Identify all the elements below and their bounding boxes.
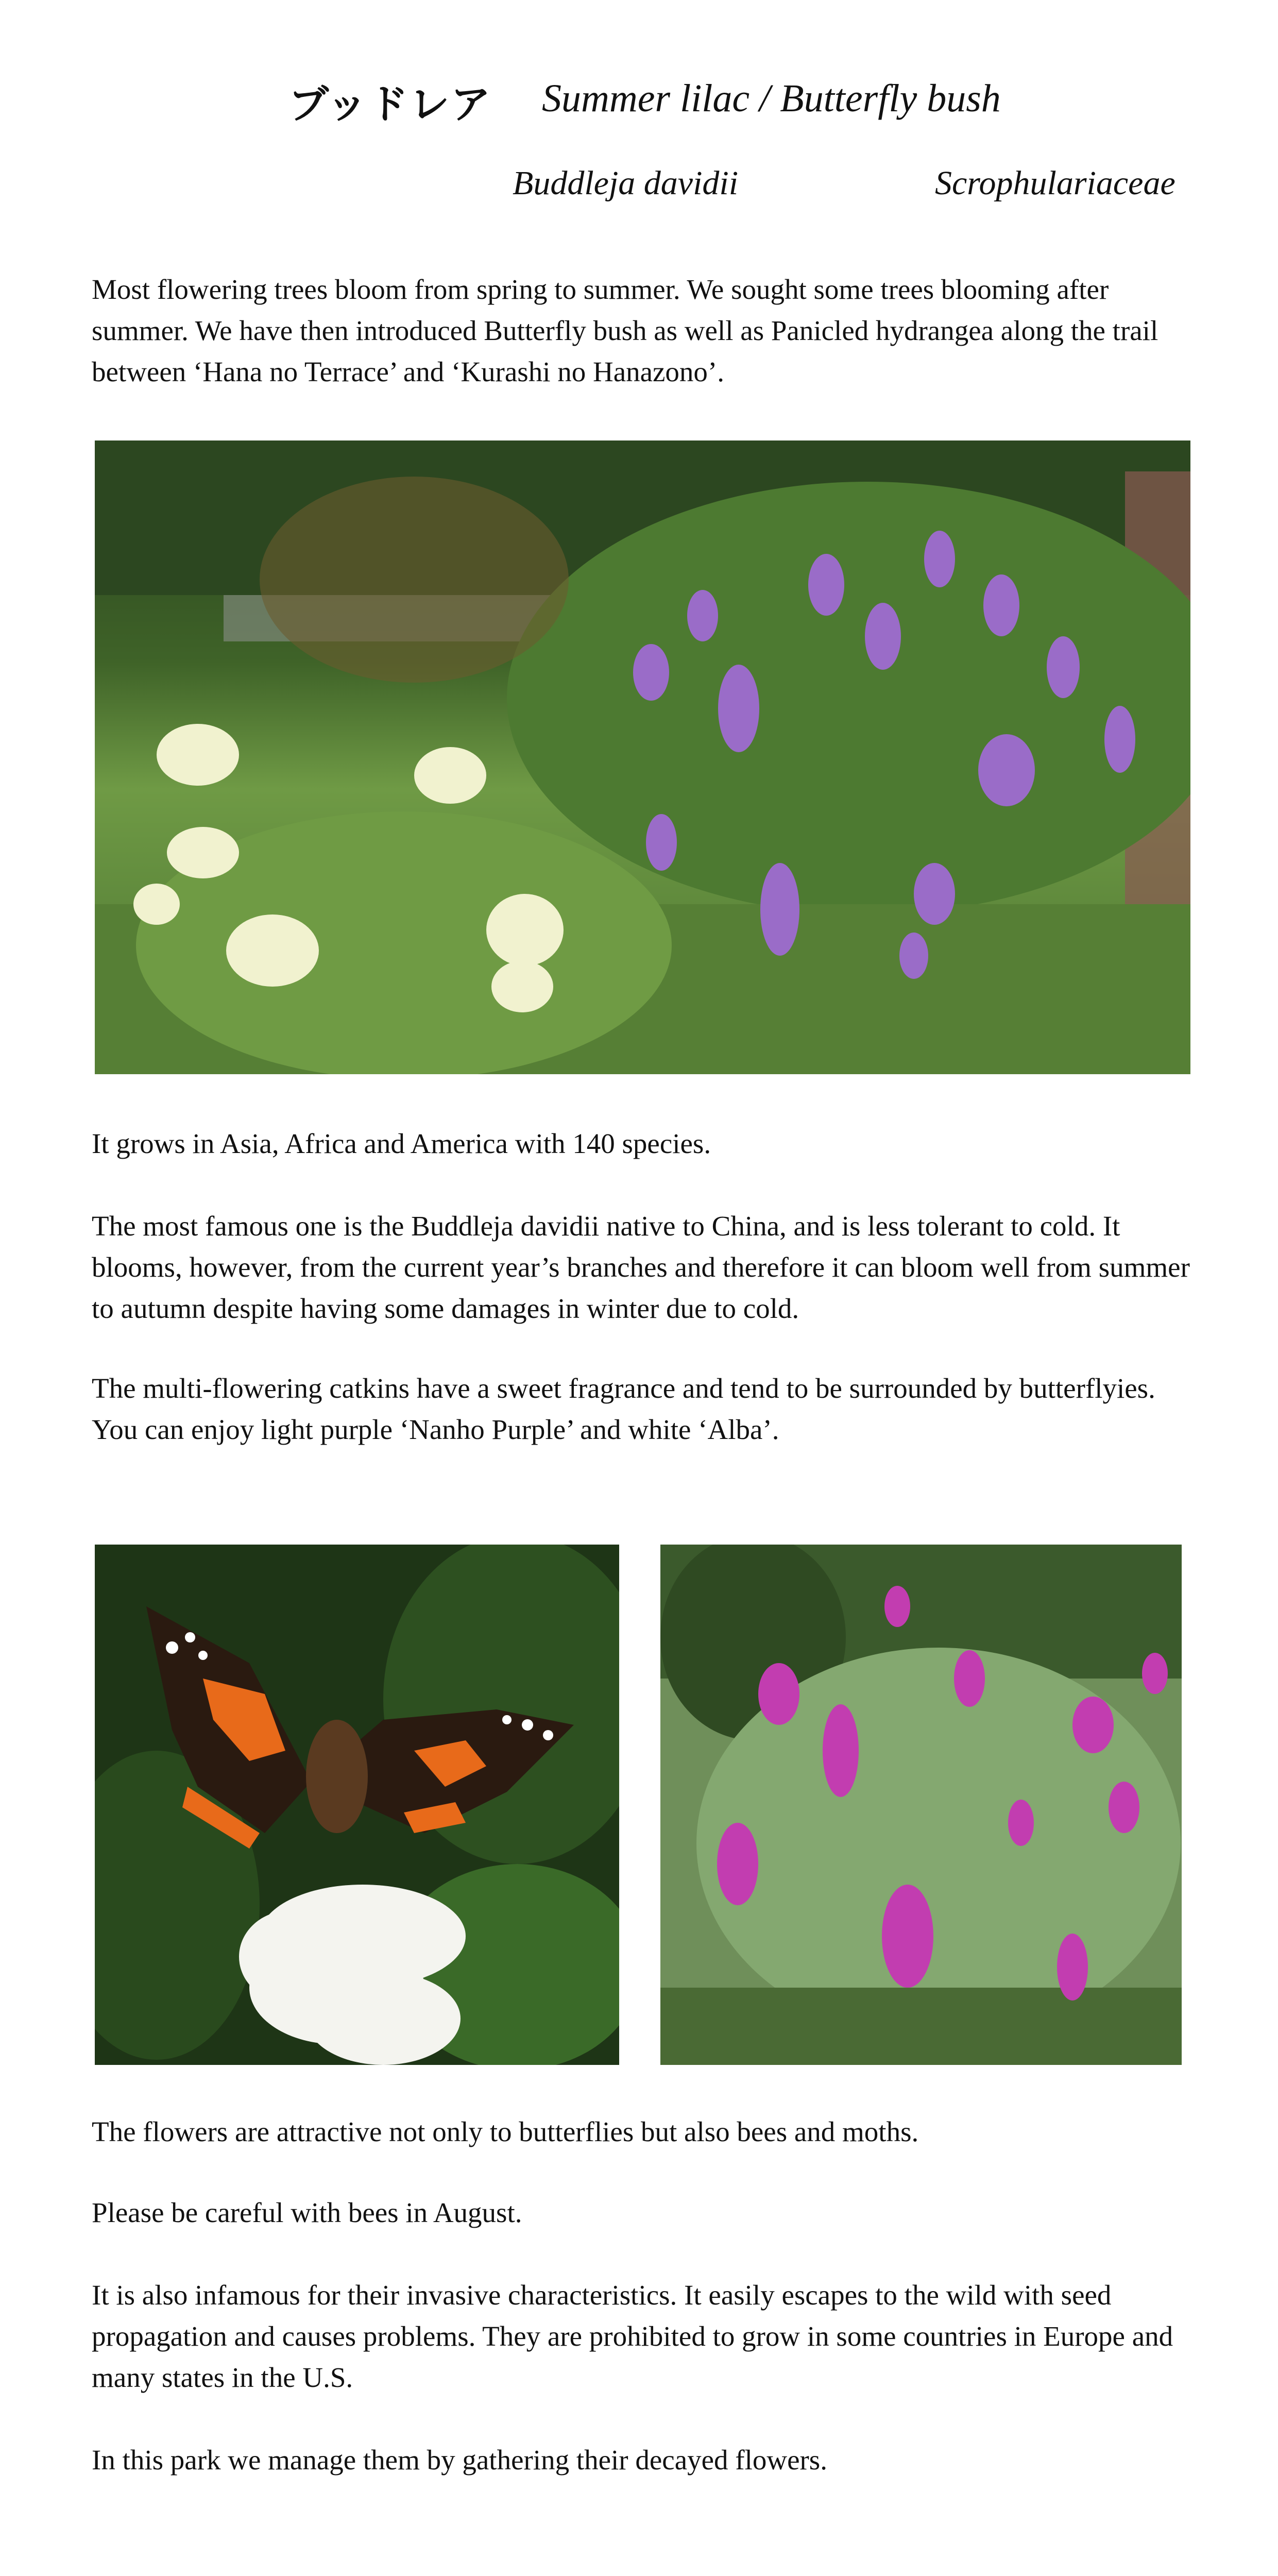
scientific-name: Buddleja davidii	[513, 164, 739, 202]
garden-photo-hydrangea-buddleja	[95, 440, 1190, 1074]
butterfly-on-white-flower-photo	[95, 1545, 619, 2065]
invasive-paragraph: It is also infamous for their invasive characteristics. It easily escapes to the wild with seed propagation and causes problems. They are prohibited to grow in some countries in Europe and many states in the U.S.	[92, 2279, 1173, 2393]
magenta-buddleja-shrub-photo	[660, 1545, 1182, 2065]
management-paragraph: In this park we manage them by gathering their decayed flowers.	[92, 2444, 827, 2476]
fragrance-paragraph: The multi-flowering catkins have a sweet fragrance and tend to be surrounded by butterflyies. You can enjoy light purple ‘Nanho Purple’ and white ‘Alba’.	[92, 1372, 1155, 1445]
pollinators-paragraph: The flowers are attractive not only to butterflies but also bees and moths.	[92, 2116, 919, 2147]
species-paragraph: It grows in Asia, Africa and America with 140 species.	[92, 1128, 711, 1159]
japanese-name: ブッドレア	[288, 81, 492, 128]
davidii-paragraph: The most famous one is the Buddleja davidii native to China, and is less tolerant to cold. It blooms, however, from the current year’s branches and therefore it can bloom well from summer to autumn despite having some damages in winter due to cold.	[92, 1210, 1190, 1324]
intro-paragraph: Most flowering trees bloom from spring to summer. We sought some trees blooming after summer. We have then introduced Butterfly bush as well as Panicled hydrangea along the trail between ‘Hana no Terrace’ and ‘Kurashi no Hanazono’.	[92, 274, 1158, 387]
family-name: Scrophulariaceae	[935, 164, 1175, 202]
bees-warning-paragraph: Please be careful with bees in August.	[92, 2197, 522, 2228]
common-name: Summer lilac / Butterfly bush	[542, 77, 1001, 120]
